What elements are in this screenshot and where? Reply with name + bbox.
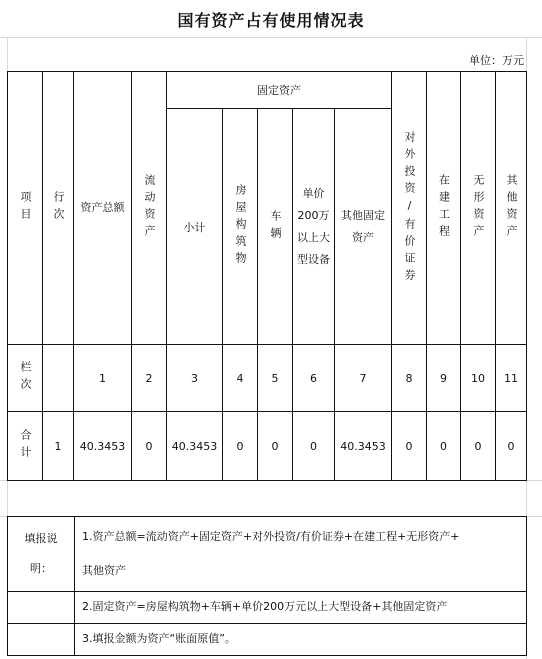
header-vehicles: 车辆 — [269, 209, 282, 244]
table-cell: 8 — [405, 371, 413, 385]
table-cell: 1 — [54, 439, 62, 453]
table-cell: 4 — [236, 371, 244, 385]
header-investments: 对外投资/有价证券 — [403, 130, 416, 286]
table-cell: 0 — [474, 439, 482, 453]
table-cell: 0 — [236, 439, 244, 453]
table-cell: 2 — [145, 371, 153, 385]
table-cell: 6 — [310, 371, 317, 385]
unit-label: 单位：万元 — [469, 54, 524, 67]
header-current-assets: 流动资产 — [143, 174, 156, 242]
notes-line-1: 1.资产总额=流动资产+固定资产+对外投资/有价证券+在建工程+无形资产+ — [82, 530, 460, 543]
header-buildings: 房屋构筑物 — [234, 184, 247, 269]
table-cell: 3 — [191, 371, 198, 385]
header-subtotal: 小计 — [183, 220, 206, 234]
table-cell: 11 — [504, 371, 518, 385]
notes-label: 填报说明： — [24, 532, 58, 575]
table-cell: 40.3453 — [340, 439, 386, 453]
table-row-label: 合计 — [19, 429, 32, 463]
header-row-no: 行次 — [52, 191, 65, 225]
table-cell: 0 — [440, 439, 447, 453]
header-total-assets: 资产总额 — [80, 201, 125, 214]
table-cell: 9 — [440, 371, 447, 385]
table-cell: 0 — [507, 439, 515, 453]
notes-line-2: 2.固定资产=房屋构筑物+车辆+单价200万元以上大型设备+其他固定资产 — [82, 600, 448, 613]
notes-line-1-cont: 其他资产 — [82, 564, 126, 577]
notes-line-3: 3.填报金额为资产“账面原值”。 — [82, 632, 236, 645]
header-large-equipment: 单价200万以上大型设备 — [297, 186, 330, 266]
header-other-assets: 其他资产 — [505, 174, 518, 242]
table-cell: 0 — [145, 439, 153, 453]
table-cell: 1 — [99, 371, 106, 385]
header-item: 项目 — [19, 191, 32, 225]
header-other-fixed: 其他固定资产 — [341, 208, 385, 244]
header-fixed-assets-group: 固定资产 — [257, 84, 301, 97]
table-cell: 7 — [359, 371, 367, 385]
page-title: 国有资产占有使用情况表 — [177, 11, 365, 30]
table-cell — [43, 345, 73, 411]
table-cell: 0 — [405, 439, 413, 453]
table-cell: 40.3453 — [79, 439, 126, 453]
table-cell: 5 — [271, 371, 279, 385]
table-cell: 40.3453 — [171, 439, 218, 453]
header-intangible: 无形资产 — [472, 174, 485, 242]
table-cell: 0 — [310, 439, 317, 453]
table-cell: 10 — [471, 371, 485, 385]
table-cell: 0 — [271, 439, 279, 453]
header-construction: 在建工程 — [437, 174, 451, 242]
table-row-label: 栏次 — [19, 361, 32, 395]
